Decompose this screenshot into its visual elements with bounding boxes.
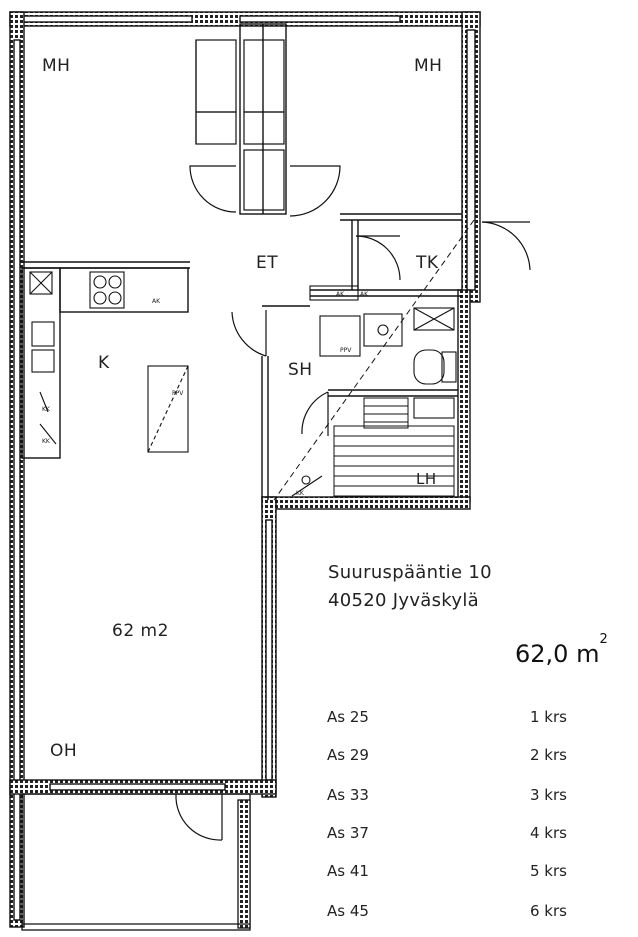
unit-floor: 3 krs bbox=[530, 786, 567, 804]
door-bedroom-right bbox=[290, 166, 340, 216]
unit-row bbox=[0, 862, 638, 886]
unit-apartment: As 45 bbox=[327, 902, 369, 920]
fixture-label: AK bbox=[336, 291, 345, 298]
unit-row bbox=[0, 902, 638, 926]
bathroom-fixtures bbox=[292, 286, 456, 496]
unit-apartment: As 25 bbox=[327, 708, 369, 726]
fixture-label: KK bbox=[296, 490, 304, 497]
unit-row bbox=[0, 786, 638, 810]
room-label-hall: ET bbox=[256, 253, 279, 273]
unit-apartment: As 37 bbox=[327, 824, 369, 842]
total-area bbox=[515, 632, 608, 668]
address-street: Suuruspääntie 10 bbox=[328, 562, 492, 583]
room-label-sauna: LH bbox=[416, 470, 437, 488]
toilet bbox=[414, 350, 444, 384]
unit-floor: 6 krs bbox=[530, 902, 567, 920]
fixture-label: KK bbox=[42, 406, 50, 413]
door-bedroom-left bbox=[190, 166, 236, 212]
room-label-living-room: OH bbox=[50, 741, 78, 761]
unit-floor: 1 krs bbox=[530, 708, 567, 726]
room-label-bedroom-left: MH bbox=[42, 56, 71, 76]
unit-apartment: As 33 bbox=[327, 786, 369, 804]
fixture-label: PPV bbox=[172, 390, 184, 397]
wall-right-sauna bbox=[458, 290, 470, 502]
apartment-area-label: 62 m2 bbox=[112, 621, 169, 641]
fixture-label: AK bbox=[360, 291, 369, 298]
room-label-bedroom-right: MH bbox=[414, 56, 443, 76]
unit-floor: 5 krs bbox=[530, 862, 567, 880]
room-label-bathroom: SH bbox=[288, 360, 313, 380]
sink bbox=[32, 322, 54, 346]
unit-row bbox=[0, 824, 638, 848]
door-exterior-right bbox=[482, 222, 530, 270]
total-area-value: 62,0 m bbox=[515, 640, 600, 668]
total-area-unit-power: 2 bbox=[599, 632, 608, 647]
washbasin bbox=[364, 314, 402, 346]
unit-row bbox=[0, 746, 638, 770]
room-label-kitchen: K bbox=[98, 353, 110, 373]
address-city: 40520 Jyväskylä bbox=[328, 590, 479, 611]
fixture-label: PPV bbox=[340, 347, 352, 354]
door-bathroom bbox=[232, 312, 266, 356]
unit-floor: 4 krs bbox=[530, 824, 567, 842]
unit-row bbox=[0, 708, 638, 732]
room-label-closet: TK bbox=[416, 253, 439, 273]
unit-apartment: As 41 bbox=[327, 862, 369, 880]
fixture-label: KK bbox=[42, 438, 50, 445]
door-closet bbox=[356, 236, 400, 280]
wall-step-horizontal bbox=[262, 497, 470, 509]
unit-apartment: As 29 bbox=[327, 746, 369, 764]
fixture-label: AK bbox=[152, 298, 161, 305]
unit-floor: 2 krs bbox=[530, 746, 567, 764]
door-sauna bbox=[302, 392, 328, 434]
